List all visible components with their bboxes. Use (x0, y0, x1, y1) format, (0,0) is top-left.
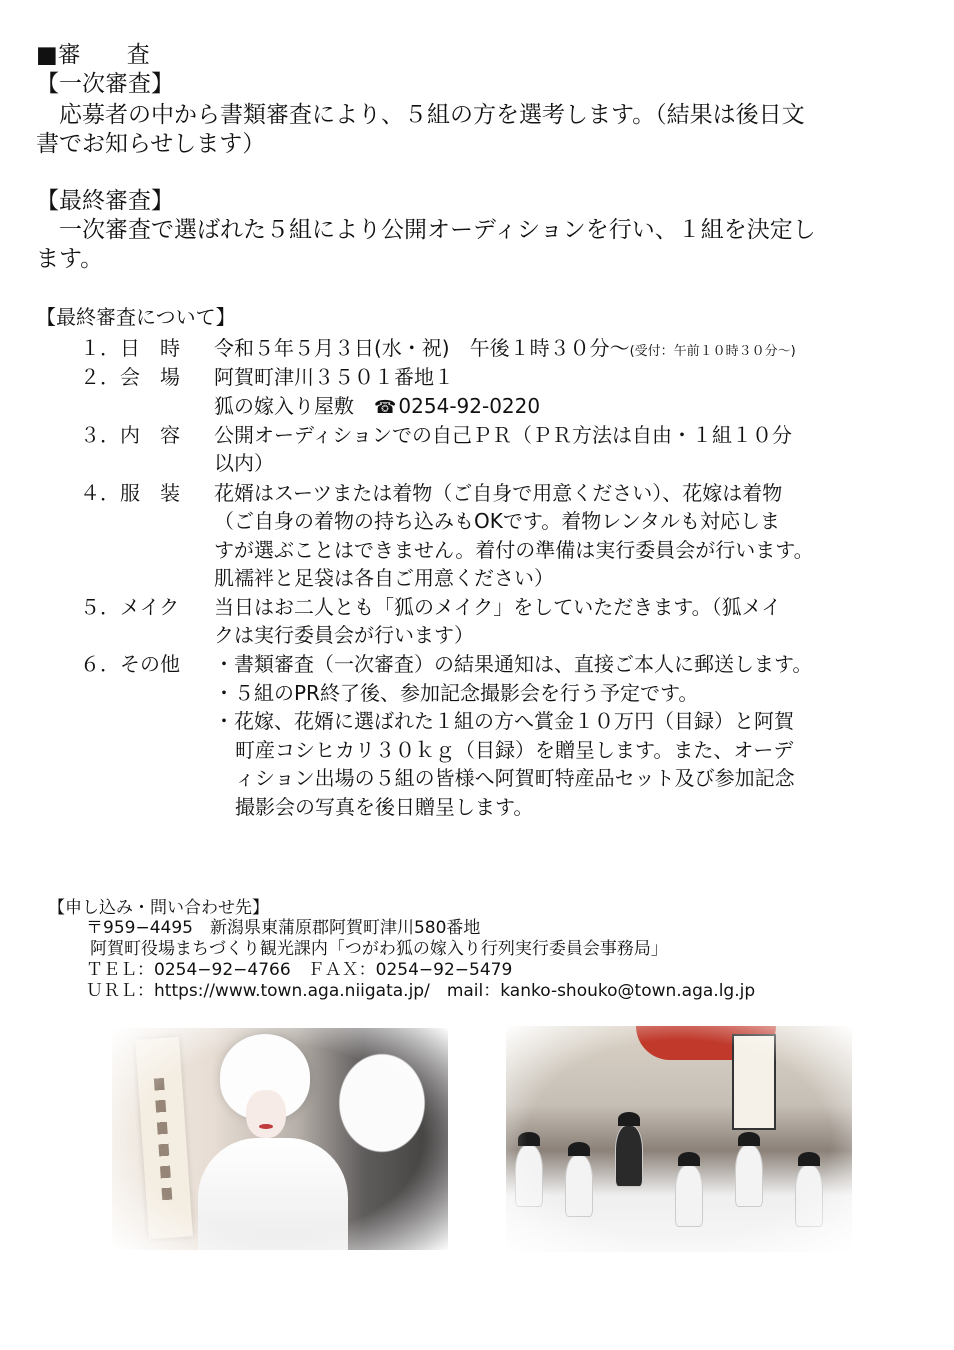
contact-url-mail: ＵＲＬ：https://www.town.aga.niigata.jp/ mail：kanko-shouko@town.aga.lg.jp (86, 981, 756, 1001)
bride-photo (112, 1028, 448, 1250)
final-review-details-title: 【最終審査について】 (36, 305, 236, 329)
other-item-3-line-1: ・花嫁、花婿に選ばれた１組の方へ賞金１０万円（目録）と阿賀 (214, 709, 794, 733)
venue-label: ２．会 場 (80, 365, 180, 389)
review-heading (36, 41, 150, 70)
other-label: ６．その他 (80, 652, 180, 676)
other-item-1: ・書類審査（一次審査）の結果通知は、直接ご本人に郵送します。 (214, 652, 813, 676)
attire-label: ４．服 装 (80, 481, 180, 505)
venue-name-and-phone (214, 392, 540, 422)
venue-address: 阿賀町津川３５０１番地１ (214, 365, 454, 389)
other-item-2: ・５組のPR終了後、参加記念撮影会を行う予定です。 (214, 681, 699, 705)
date-label: １．日 時 (80, 336, 180, 360)
reception-time-note: (受付：午前１０時３０分〜) (629, 344, 796, 359)
contact-office: 阿賀町役場まちづくり観光課内「つがわ狐の嫁入り行列実行委員会事務局」 (90, 939, 668, 959)
attire-value-line-4: 肌襦袢と足袋は各自ご用意ください） (214, 566, 554, 590)
content-value-line-2: 以内） (214, 451, 274, 475)
contact-address: 〒959−4495 新潟県東蒲原郡阿賀町津川580番地 (86, 918, 481, 938)
content-value-line-1: 公開オーディションでの自己ＰＲ（ＰＲ方法は自由・１組１０分 (214, 423, 792, 447)
procession-photo (506, 1026, 852, 1252)
review-heading-text: 審 査 (57, 42, 150, 68)
contact-tel-fax: ＴＥＬ：0254−92−4766 ＦＡＸ：0254−92−5479 (86, 960, 513, 980)
other-item-3-line-2: 町産コシヒカリ３０ｋｇ（目録）を贈呈します。また、オーデ (235, 738, 794, 762)
telephone-icon: ☎ (374, 397, 397, 418)
attire-value-line-1: 花婿はスーツまたは着物（ご自身で用意ください）、花嫁は着物 (214, 481, 783, 505)
final-review-body-line-1: 一次審査で選ばれた５組により公開オーディションを行い、１組を決定し (36, 217, 816, 243)
venue-phone: 0254-92-0220 (398, 394, 541, 418)
makeup-value-line-2: クは実行委員会が行います） (214, 623, 474, 647)
first-review-title: 【一次審査】 (36, 71, 174, 97)
contact-title: 【申し込み・問い合わせ先】 (48, 898, 269, 918)
other-item-3-line-4: 撮影会の写真を後日贈呈します。 (235, 795, 534, 819)
date-value-text: 令和５年５月３日(水・祝) 午後１時３０分〜 (214, 336, 630, 360)
makeup-value-line-1: 当日はお二人とも「狐のメイク」をしていただきます。（狐メイ (214, 595, 782, 619)
first-review-body-line-2: 書でお知らせします） (36, 131, 266, 157)
attire-value-line-2: （ご自身の着物の持ち込みもOKです。着物レンタルも対応しま (214, 509, 780, 533)
final-review-title: 【最終審査】 (36, 188, 174, 214)
venue-name: 狐の嫁入り屋敷 (214, 394, 354, 418)
makeup-label: ５．メイク (80, 595, 180, 619)
other-item-3-line-3: ィション出場の５組の皆様へ阿賀町特産品セット及び参加記念 (235, 766, 795, 790)
final-review-body-line-2: ます。 (36, 246, 104, 272)
first-review-body-line-1: 応募者の中から書類審査により、５組の方を選考します。（結果は後日文 (36, 102, 805, 128)
content-label: ３．内 容 (80, 423, 180, 447)
heading-square-marker: ■ (36, 42, 58, 68)
attire-value-line-3: すが選ぶことはできません。着付の準備は実行委員会が行います。 (214, 538, 814, 562)
date-value (214, 334, 796, 366)
